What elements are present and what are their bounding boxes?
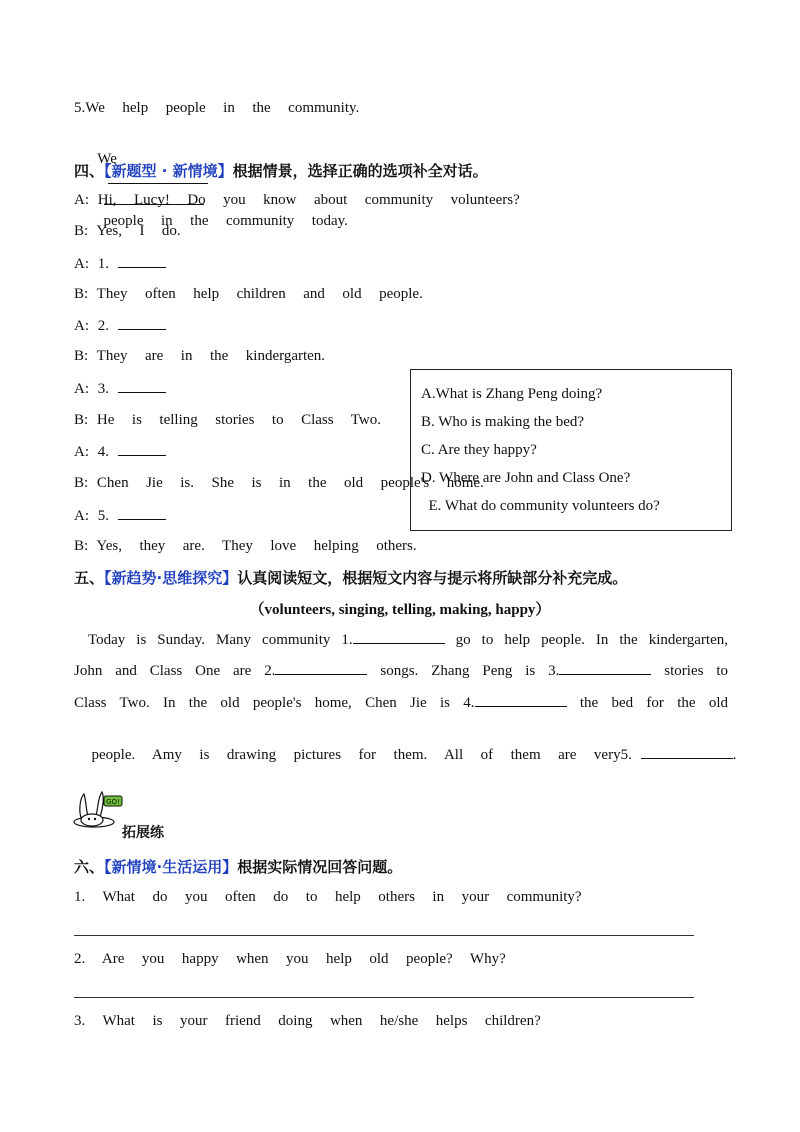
dialogue-label: A: 5.: [74, 508, 109, 524]
question-1: 1. What do you often do to help others in your community?: [74, 889, 582, 905]
dialogue-blank-1[interactable]: [118, 253, 166, 268]
passage-line-2: [74, 656, 728, 687]
passage-text: John and Class One are 2.: [74, 663, 276, 679]
section-5-instruction: 认真阅读短文，根据短文内容与提示将所缺部分补充完成。: [237, 569, 628, 587]
dialogue-blank-3[interactable]: [118, 378, 166, 393]
dialogue-label: A: 3.: [74, 381, 109, 397]
dialogue-blank-2[interactable]: [118, 315, 166, 330]
section-4-heading: [74, 160, 488, 181]
dialogue-label: A: 4.: [74, 444, 109, 460]
dialogue-line: B: They are in the kindergarten.: [74, 348, 326, 364]
option-e: E. What do community volunteers do?: [421, 498, 660, 514]
section-4-number: 四、: [74, 162, 105, 180]
answer-line-2[interactable]: [74, 997, 694, 998]
passage-text: stories to: [664, 663, 728, 679]
passage-text: go to help people. In the kindergarten,: [455, 632, 728, 648]
dialogue-line: [74, 253, 166, 274]
passage-blank-4[interactable]: [475, 692, 567, 707]
options-box: [410, 369, 732, 531]
dialogue-line: B: Chen Jie is. She is in the old people's home.: [74, 475, 484, 491]
word-bank: （volunteers, singing, telling, making, happy）: [249, 602, 551, 618]
dialogue-label: A: 2.: [74, 318, 109, 334]
dialogue-line: A: Hi, Lucy! Do you know about community volunteers?: [74, 192, 520, 208]
passage-blank-3[interactable]: [559, 660, 651, 675]
passage-line-1: [74, 625, 728, 656]
question-2: 2. Are you happy when you help old people? Why?: [74, 951, 506, 967]
dialogue-blank-4[interactable]: [118, 441, 166, 456]
dialogue-line: [74, 505, 166, 526]
passage-blank-1[interactable]: [353, 629, 445, 644]
section-6-heading: [74, 856, 402, 877]
passage-blank-5[interactable]: [641, 744, 733, 759]
q5-suffix: people in the community today.: [103, 213, 348, 229]
answer-line-1[interactable]: [74, 935, 694, 936]
dialogue-line: [74, 441, 166, 462]
passage-text: songs. Zhang Peng is 3.: [380, 663, 560, 679]
section-4-instruction: 根据情景，选择正确的选项补全对话。: [232, 162, 488, 180]
dialogue-line: [74, 315, 166, 336]
section-5-tag: 【新趋势·思维探究】: [104, 569, 238, 587]
dialogue-line: B: Yes, I do.: [74, 223, 181, 239]
passage-line-3: [74, 688, 728, 719]
section-5-heading: [74, 567, 627, 588]
section-6-number: 六、: [74, 858, 105, 876]
passage-text: people. Amy is drawing pictures for them. All of them are very5.: [91, 747, 632, 763]
section-4-tag: 【新题型 · 新情境】: [104, 162, 233, 180]
option-b: B. Who is making the bed?: [421, 414, 585, 430]
extension-title: 拓展练: [122, 825, 164, 841]
passage-text: the bed for the old: [579, 695, 728, 711]
passage-blank-2[interactable]: [275, 660, 367, 675]
option-c: C. Are they happy?: [421, 442, 537, 458]
passage-text: Today is Sunday. Many community 1.: [88, 632, 353, 648]
q5-sentence: 5.We help people in the community.: [74, 100, 360, 116]
question-3: 3. What is your friend doing when he/she helps children?: [74, 1013, 541, 1029]
go-badge-text: GO!: [106, 798, 120, 806]
section-6-tag: 【新情境·生活运用】: [104, 858, 238, 876]
section-5-number: 五、: [74, 569, 105, 587]
dialogue-line: [74, 378, 166, 399]
dialogue-label: A: 1.: [74, 256, 109, 272]
dialogue-blank-5[interactable]: [118, 505, 166, 520]
rabbit-go-icon: [72, 790, 124, 830]
dialogue-line: B: He is telling stories to Class Two.: [74, 412, 382, 428]
option-d: D. Where are John and Class One?: [421, 470, 631, 486]
option-a: A.What is Zhang Peng doing?: [421, 386, 603, 402]
section-6-instruction: 根据实际情况回答问题。: [237, 858, 403, 876]
passage-text: .: [732, 747, 737, 763]
dialogue-line: B: Yes, they are. They love helping others.: [74, 538, 417, 554]
q5-prefix: We: [97, 151, 117, 167]
passage-line-4: [74, 724, 736, 765]
passage-text: Class Two. In the old people's home, Chen Jie is 4.: [74, 695, 475, 711]
dialogue-line: B: They often help children and old people.: [74, 286, 423, 302]
